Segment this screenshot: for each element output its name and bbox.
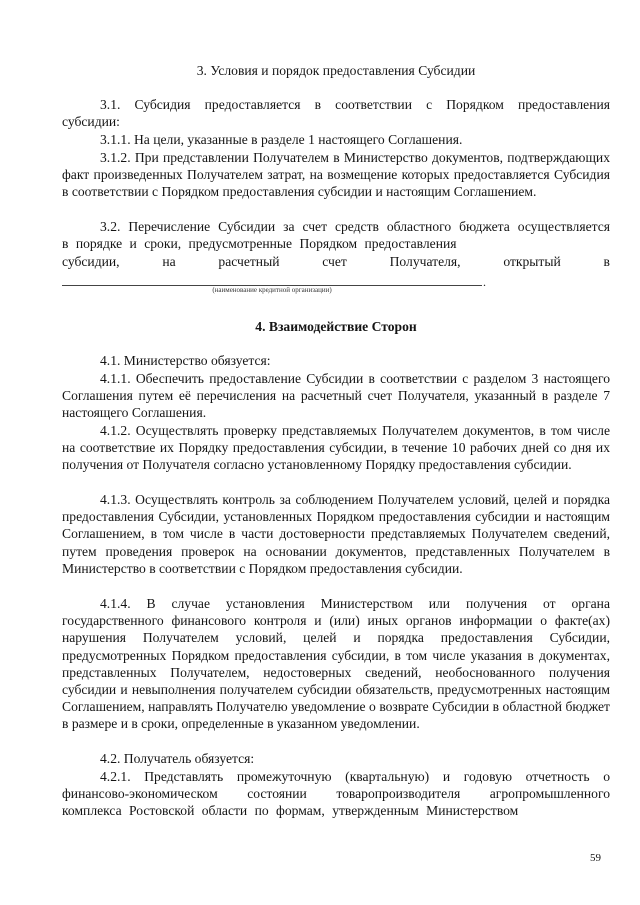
section-4-heading: 4. Взаимодействие Сторон <box>255 319 417 334</box>
bank-name-caption: (наименование кредитной организации) <box>212 286 332 294</box>
word: расчетный <box>218 254 280 269</box>
paragraph-4-1-1: 4.1.1. Обеспечить предоставление Субсидии в соответствии с разделом 3 настоящего Соглашения путем её перечисления на расчетный счет Получателя, указанный в разделе 7 настоящего Соглашения. <box>62 371 610 421</box>
word: Получателя, <box>389 254 461 269</box>
section-3-heading: 3. Условия и порядок предоставления Субсидии <box>196 63 476 78</box>
paragraph-4-1: 4.1. Министерство обязуется: <box>100 353 271 368</box>
paragraph-3-1: 3.1. Субсидия предоставляется в соответствии с Порядком предоставления субсидии: <box>62 97 610 130</box>
paragraph-4-1-2: 4.1.2. Осуществлять проверку представляемых Получателем документов, в том числе на соответствие их Порядку предоставления субсидии, в течение 10 рабочих дней со дня их получения от Получателя согласно установленному Порядку предоставления субсидии. <box>62 423 610 473</box>
word: в <box>603 254 610 269</box>
paragraph-3-2: 3.2. Перечисление Субсидии за счет средств областного бюджета осуществляется в порядке и сроки, предусмотренные Порядком предоставления <box>62 219 610 252</box>
word: субсидии, <box>62 254 120 269</box>
paragraph-4-2: 4.2. Получатель обязуется: <box>100 751 255 766</box>
word: на <box>162 254 176 269</box>
paragraph-4-1-3: 4.1.3. Осуществлять контроль за соблюдением Получателем условий, целей и порядка предоставления Субсидии, установленных Порядком предоставления субсидии и настоящим Соглашением, в том числе в части достоверности представляемых Получателем сведений, путем проведения проверок на основании документов, представленных Получателем в Министерство в соответствии с Порядком предоставления субсидии. <box>62 492 610 576</box>
page-number: 59 <box>590 852 601 864</box>
paragraph-3-2-last-line <box>62 253 610 270</box>
paragraph-3-1-1: 3.1.1. На цели, указанные в разделе 1 настоящего Соглашения. <box>100 132 463 147</box>
paragraph-4-1-4: 4.1.4. В случае установления Министерством или получения от органа государственного финансового контроля и (или) иных органов информации о факте(ах) нарушения Получателем условий, целей и порядка предоставления Субсидии, предусмотренных Порядком предоставления субсидии, в том числе указания в документах, представленных Получателем, недостоверных сведений, необоснованного получения субсидии и невыполнения получателем субсидии обязательств, предусмотренных настоящим Соглашением, направлять Получателю уведомление о возврате Субсидии в областной бюджет в размере и в сроки, определенные в указанном уведомлении. <box>62 596 610 732</box>
blank-line-end-dot: . <box>483 275 486 289</box>
paragraph-4-2-1: 4.2.1. Представлять промежуточную (квартальную) и годовую отчетность о финансово-экономическом состоянии товаропроизводителя агропромышленного комплекса Ростовской области по формам, утвержденным Министерством <box>62 769 610 819</box>
paragraph-3-1-2: 3.1.2. При представлении Получателем в Министерство документов, подтверждающих факт произведенных Получателем затрат, на возмещение которых предоставляется Субсидия в соответствии с Порядком предоставления субсидии и настоящим Соглашением. <box>62 150 610 200</box>
word: счет <box>322 254 347 269</box>
word: открытый <box>503 254 561 269</box>
